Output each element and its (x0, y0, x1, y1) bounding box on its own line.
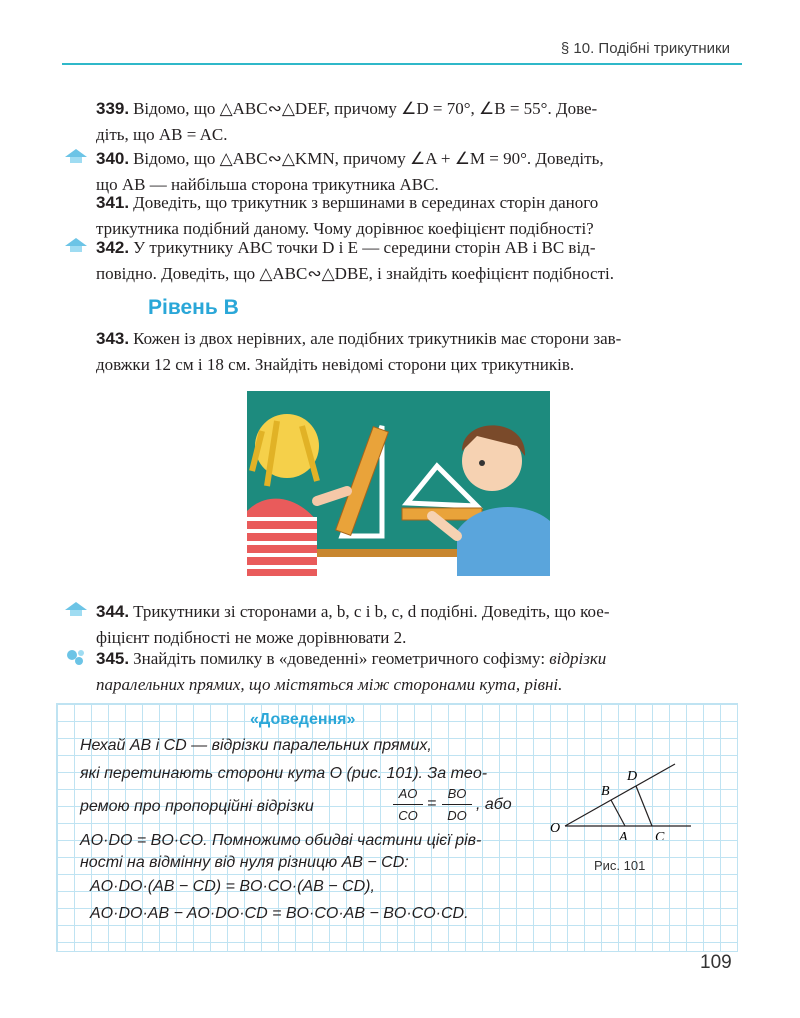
problem-number: 342. (96, 238, 130, 257)
proof-title: «Доведення» (250, 711, 356, 728)
point-label-C: C (655, 830, 665, 840)
running-header: § 10. Подібні трикутники (560, 40, 730, 57)
problem-number: 340. (96, 149, 130, 168)
page-number: 109 (700, 952, 732, 973)
problem-number: 339. (96, 99, 130, 118)
point-label-D: D (627, 769, 638, 784)
header-rule (62, 63, 742, 65)
figure-caption: Рис. 101 (594, 858, 646, 873)
classroom-illustration (247, 391, 550, 576)
point-label-O: O (550, 821, 561, 836)
problem-number: 345. (96, 649, 130, 668)
proof-line: ності на відмінну від нуля різницю AB − CD: (80, 854, 409, 871)
proof-line: ремою про пропорційні відрізки (80, 798, 314, 815)
problem-number: 341. (96, 193, 130, 212)
proof-line: які перетинають сторони кута O (рис. 101). За тео- (80, 765, 488, 782)
problem-text: Знайдіть помилку в «доведенні» геометричного софізму: (133, 649, 546, 668)
proof-line: Нехай AB і CD — відрізки паралельних прямих, (80, 737, 432, 754)
point-label-B: B (601, 784, 610, 799)
problem-text: Кожен із двох нерівних, але подібних трикутників має сторони зав- (133, 329, 622, 348)
problem-text-italic: відрізки (549, 649, 607, 668)
problem-text: Доведіть, що трикутник з вершинами в серединах сторін даного (133, 193, 599, 212)
problem-text: трикутника подібний даному. Чому дорівнює коефіцієнт подібності? (96, 219, 594, 238)
problem-text: діть, що AB = AC. (96, 125, 228, 144)
problem-342 (96, 235, 736, 287)
figure-101 (545, 760, 695, 840)
proof-line: AO·DO = BO·CO. Помножимо обидві частини цієї рів- (80, 832, 482, 849)
problem-number: 344. (96, 602, 130, 621)
problem-text: Відомо, що △ABC∾△DEF, причому ∠D = 70°, ∠B = 55°. Дове- (133, 99, 598, 118)
difficulty-marker-icon (64, 601, 88, 617)
problem-text: фіцієнт подібності не може дорівнювати 2. (96, 628, 407, 647)
problem-344 (96, 599, 736, 651)
problem-343 (96, 326, 736, 378)
problem-text: довжки 12 см і 18 см. Знайдіть невідомі сторони цих трикутників. (96, 355, 575, 374)
problem-text: У трикутнику ABC точки D і E — середини сторін AB і BC від- (133, 238, 596, 257)
problem-number: 343. (96, 329, 130, 348)
problem-text: Трикутники зі сторонами a, b, c і b, c, d подібні. Доведіть, що кое- (133, 602, 610, 621)
proof-line: , або (476, 796, 512, 813)
fraction-bar (393, 804, 423, 805)
point-label-A: A (619, 830, 628, 840)
problem-text-italic: паралельних прямих, що містяться між сторонами кута, рівні. (96, 675, 563, 694)
proof-equation: AO·DO·(AB − CD) = BO·CO·(AB − CD), (90, 878, 375, 895)
equals-sign: = (427, 795, 437, 812)
problem-345 (96, 646, 736, 698)
proof-equation: AO·DO·AB − AO·DO·CD = BO·CO·AB − BO·CO·CD. (90, 905, 469, 922)
problem-text: повідно. Доведіть, що △ABC∾△DBE, і знайдіть коефіцієнт подібності. (96, 264, 615, 283)
difficulty-marker-icon (64, 237, 88, 253)
fraction-numerator: BO (447, 786, 467, 801)
difficulty-marker-icon (64, 148, 88, 164)
fraction-bar (442, 804, 472, 805)
sophism-marker-icon (64, 647, 88, 667)
level-heading: Рівень В (148, 296, 239, 319)
fraction-denominator: CO (398, 808, 418, 823)
fraction-numerator: AO (398, 786, 418, 801)
problem-text: що AB — найбільша сторона трикутника ABC. (96, 175, 439, 194)
problem-text: Відомо, що △ABC∾△KMN, причому ∠A + ∠M = 90°. Доведіть, (133, 149, 604, 168)
fraction-denominator: DO (447, 808, 467, 823)
problem-339 (96, 96, 736, 148)
